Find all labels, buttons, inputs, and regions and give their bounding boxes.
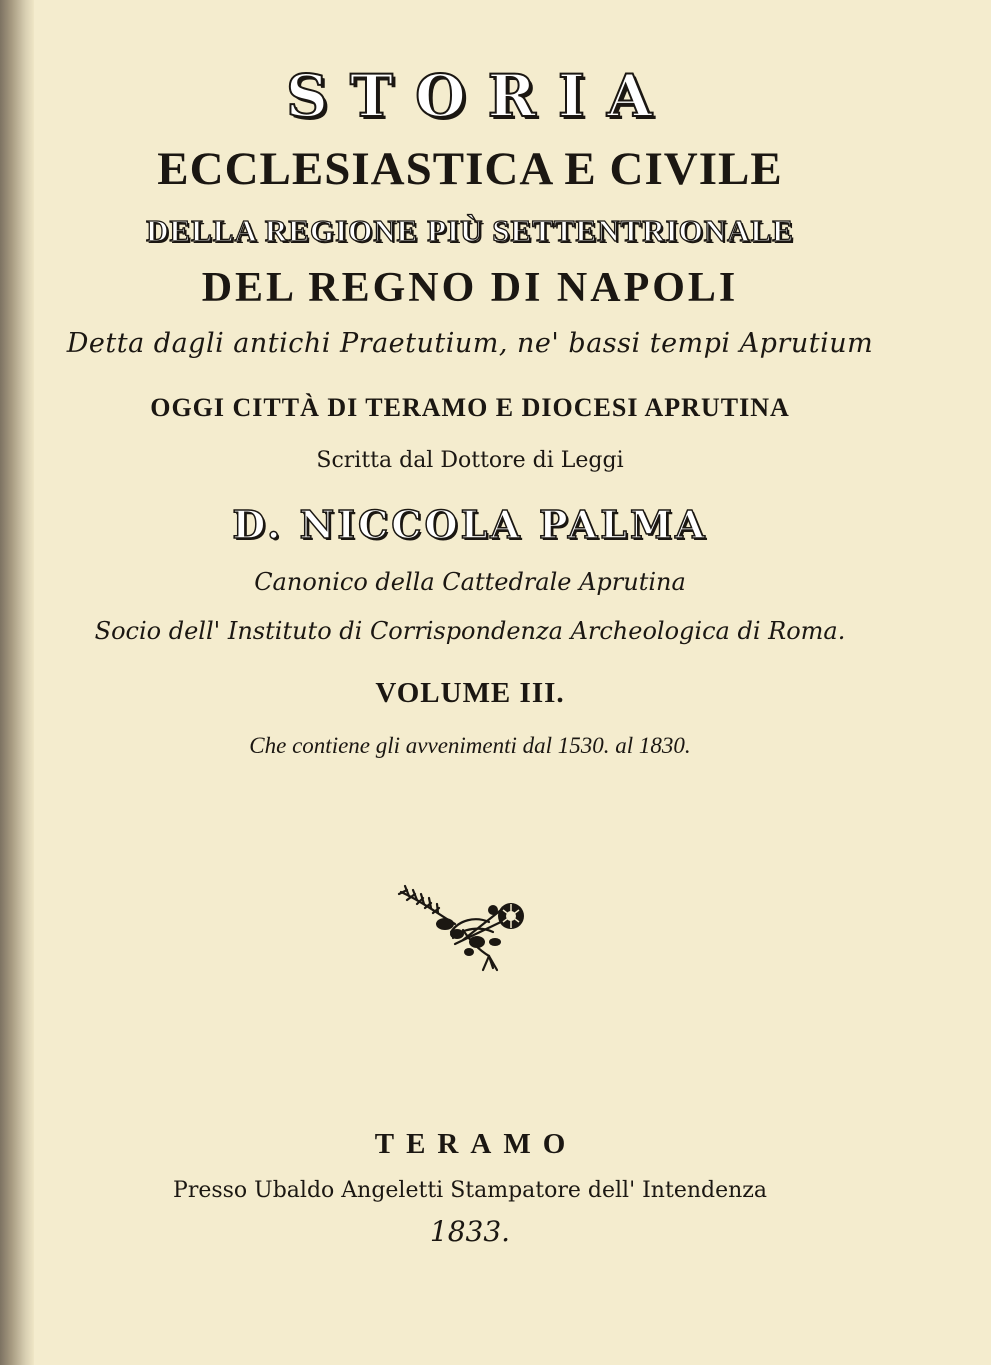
publication-place: TERAMO bbox=[374, 1128, 578, 1160]
author-title-canonico: Canonico della Cattedrale Aprutina bbox=[254, 568, 686, 596]
written-by-line: Scritta dal Dottore di Leggi bbox=[316, 448, 624, 473]
subtitle-detta: Detta dagli antichi Praetutium, ne' bassi tempi Aprutium bbox=[66, 328, 874, 359]
volume-number: VOLUME III. bbox=[375, 677, 565, 709]
author-name: D. NICCOLA PALMA bbox=[232, 502, 708, 547]
volume-contents: Che contiene gli avvenimenti dal 1530. al 1830. bbox=[249, 733, 691, 758]
publication-year: 1833. bbox=[429, 1215, 511, 1248]
subtitle-regione: DELLA REGIONE PIÙ SETTENTRIONALE bbox=[146, 213, 794, 248]
book-gutter bbox=[0, 0, 34, 1365]
book-title: STORIA bbox=[286, 62, 674, 130]
subtitle-ecclesiastica: ECCLESIASTICA E CIVILE bbox=[157, 143, 783, 195]
publisher-line: Presso Ubaldo Angeletti Stampatore dell' Intendenza bbox=[173, 1178, 767, 1203]
author-title-socio: Socio dell' Instituto di Corrispondenza Archeologica di Roma. bbox=[94, 617, 846, 645]
floral-vignette-icon bbox=[393, 880, 535, 972]
subtitle-oggi: OGGI CITTÀ DI TERAMO E DIOCESI APRUTINA bbox=[150, 393, 790, 422]
subtitle-regno: DEL REGNO DI NAPOLI bbox=[201, 265, 739, 311]
